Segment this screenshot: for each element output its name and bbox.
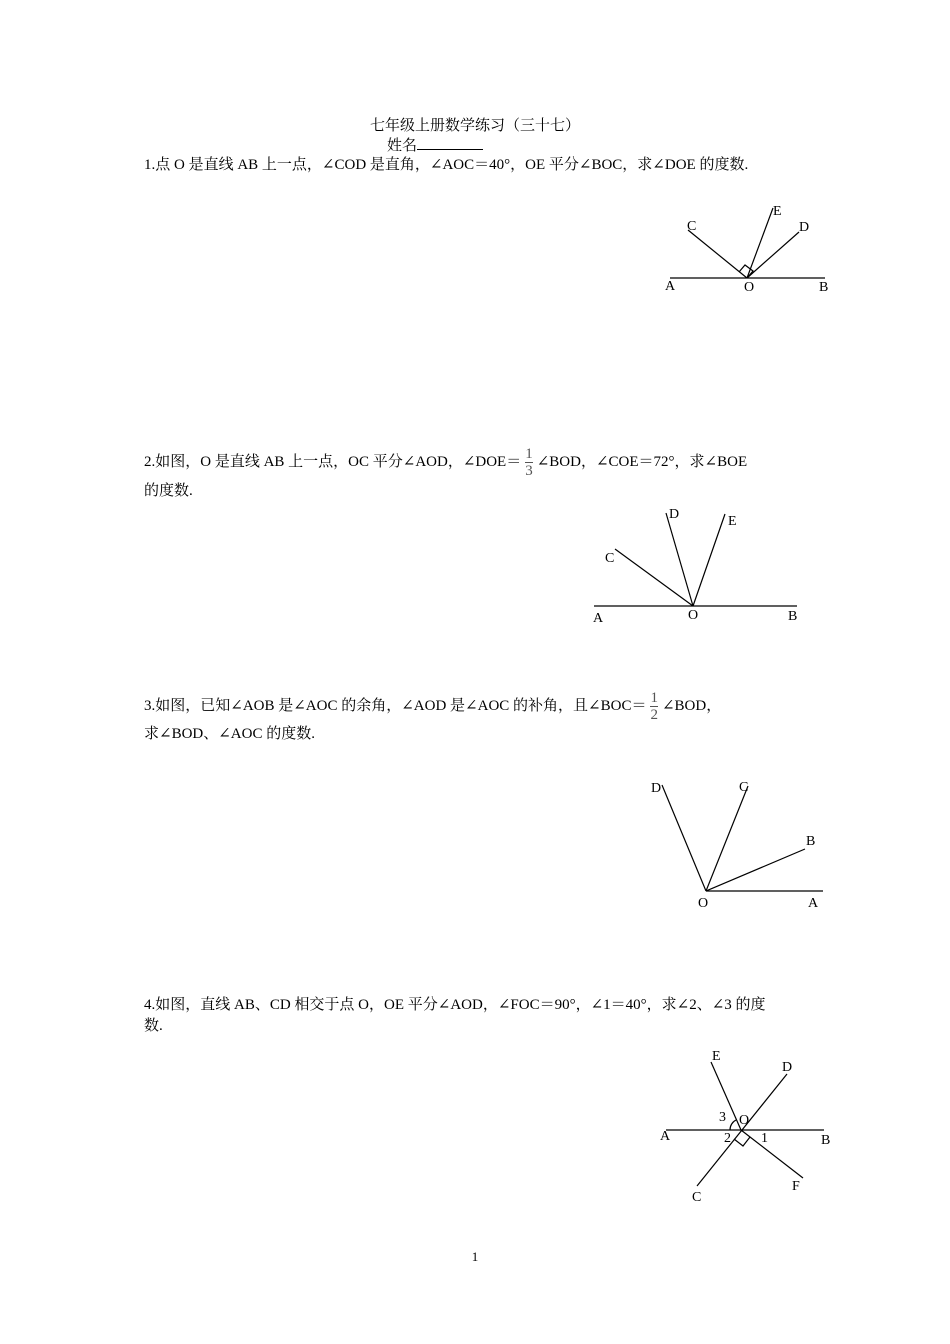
q2-text-b: ∠BOD，∠COE＝72°，求∠BOE: [536, 453, 748, 470]
label-o: O: [688, 608, 699, 623]
name-label: 姓名: [387, 138, 418, 154]
frac-denominator: 3: [525, 463, 533, 479]
question-2-line-2: 的度数.: [144, 483, 193, 499]
question-1-text: 1.点 O 是直线 AB 上一点，∠COD 是直角，∠AOC＝40°，OE 平分∠BOC，求∠DOE 的度数.: [144, 157, 749, 173]
ray-of: [741, 1130, 803, 1178]
angle-3-arc: [730, 1120, 736, 1130]
angle-2-label: 2: [724, 1131, 731, 1146]
label-c: C: [605, 551, 615, 566]
page-number: 1: [471, 1249, 479, 1264]
frac-numerator: 1: [650, 690, 658, 706]
label-a: A: [808, 896, 819, 911]
angle-3-label: 3: [719, 1110, 726, 1125]
label-c: C: [739, 780, 749, 795]
label-a: A: [665, 279, 676, 294]
frac-numerator: 1: [525, 446, 533, 462]
ray-oe: [711, 1062, 741, 1130]
frac-denominator: 2: [650, 707, 658, 723]
angle-1-label: 1: [761, 1131, 768, 1146]
page-title: 七年级上册数学练习（三十七）: [369, 118, 580, 134]
label-b: B: [788, 609, 798, 624]
label-d: D: [782, 1060, 793, 1075]
label-d: D: [799, 220, 810, 235]
q3-text-b: ∠BOD，: [661, 697, 722, 714]
label-e: E: [712, 1049, 721, 1064]
label-e: E: [728, 514, 737, 529]
q3-text-a: 3.如图，已知∠AOB 是∠AOC 的余角，∠AOD 是∠AOC 的补角，且∠BOC＝: [144, 697, 647, 714]
label-a: A: [593, 611, 604, 626]
question-4-line-1: 4.如图，直线 AB、CD 相交于点 O，OE 平分∠AOD，∠FOC＝90°，∠1＝40°，求∠2、∠3 的度: [144, 997, 766, 1013]
label-b: B: [806, 834, 816, 849]
label-d: D: [651, 781, 662, 796]
label-o: O: [744, 280, 755, 295]
question-3-line-2: 求∠BOD、∠AOC 的度数.: [144, 726, 315, 742]
label-a: A: [660, 1129, 671, 1144]
label-d: D: [669, 507, 680, 522]
label-o: O: [739, 1113, 750, 1128]
label-b: B: [821, 1133, 831, 1148]
label-o: O: [698, 896, 709, 911]
q2-text-a: 2.如图，O 是直线 AB 上一点，OC 平分∠AOD，∠DOE＝: [144, 453, 522, 470]
label-e: E: [773, 204, 782, 219]
label-c: C: [687, 219, 697, 234]
right-angle-mark: [734, 1137, 750, 1146]
question-4-line-2: 数.: [144, 1018, 163, 1034]
label-c: C: [692, 1190, 702, 1205]
label-b: B: [819, 280, 829, 295]
label-f: F: [792, 1179, 800, 1194]
